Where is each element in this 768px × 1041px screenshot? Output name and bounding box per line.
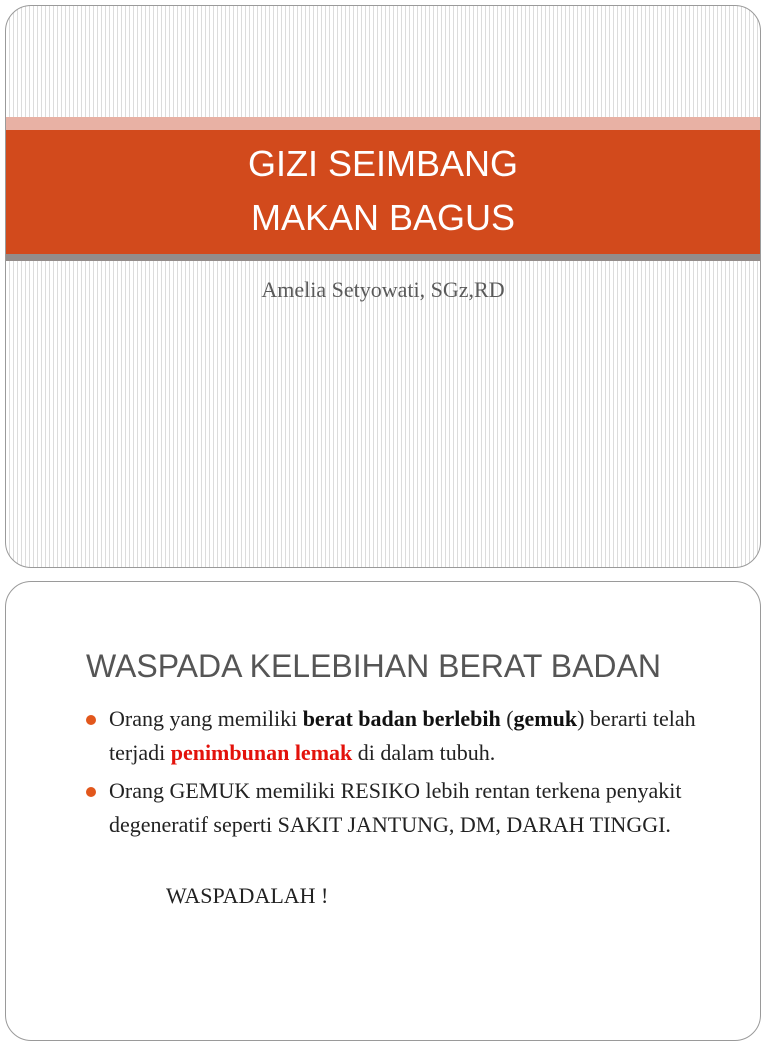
slide-heading: WASPADA KELEBIHAN BERAT BADAN	[86, 648, 661, 684]
warning-exclamation: WASPADALAH !	[166, 883, 329, 908]
bullet-1-text-c: ) berarti telah terjadi	[109, 706, 696, 765]
slide-title-line-2: MAKAN BAGUS	[250, 197, 516, 238]
bullet-list	[6, 702, 760, 842]
bullet-1-text-d: di dalam tubuh.	[352, 740, 496, 765]
bullet-1-bold-overweight: berat badan berlebih	[302, 706, 501, 731]
bullet-dot-icon	[86, 787, 96, 797]
slide-title-line-1: GIZI SEIMBANG	[247, 143, 519, 184]
title-band	[6, 130, 760, 254]
bullet-item-2	[6, 774, 760, 842]
author-subtitle: Amelia Setyowati, SGz,RD	[261, 277, 505, 302]
bullet-2-text: Orang GEMUK memiliki RESIKO lebih rentan terkena penyakit degeneratif seperti SAKIT JANTUNG, DM, DARAH TINGGI.	[109, 778, 682, 837]
bullet-dot-icon	[86, 715, 96, 725]
title-slide	[5, 5, 761, 568]
title-top-accent-band	[6, 117, 760, 130]
bullet-1-text-a: Orang yang memiliki	[109, 706, 303, 731]
bullet-1-bold-gemuk: gemuk	[513, 706, 578, 731]
content-slide	[5, 581, 761, 1041]
bullet-1-text-b: (	[500, 706, 514, 731]
title-bottom-accent-band	[6, 254, 760, 261]
bullet-1-red-emphasis: penimbunan lemak	[170, 740, 353, 765]
bullet-item-1	[6, 702, 760, 770]
